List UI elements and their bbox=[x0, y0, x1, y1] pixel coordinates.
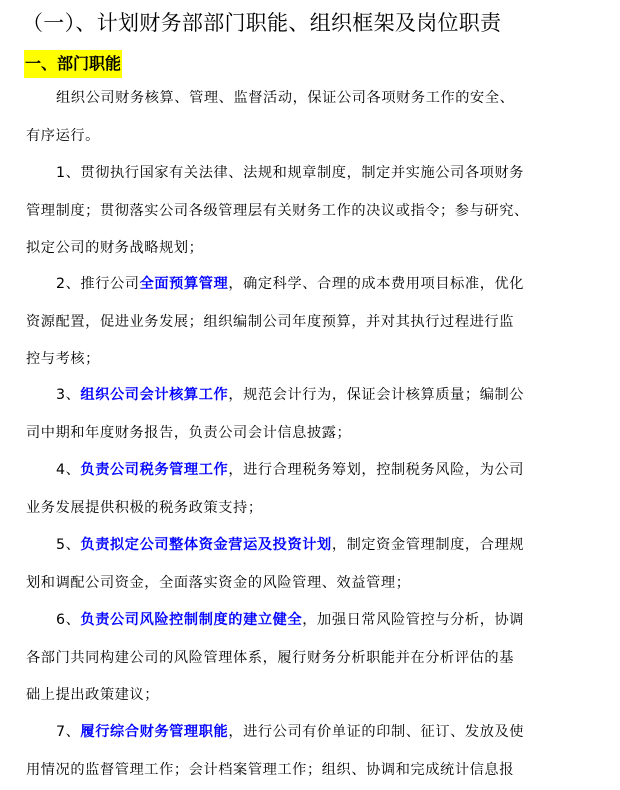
duty-item-4 bbox=[26, 452, 606, 527]
paragraph-line bbox=[26, 527, 606, 565]
text-run: 贯彻执行国家有关法律、法规和规章制度，制定并实施公司各项财务 bbox=[80, 165, 525, 181]
keyword-highlight: 负责公司税务管理工作 bbox=[80, 462, 229, 478]
duty-item-3 bbox=[26, 377, 606, 452]
text-run: 司中期和年度财务报告，负责公司会计信息披露； bbox=[26, 424, 352, 441]
item-number: 5、 bbox=[56, 537, 81, 553]
paragraph-line bbox=[26, 602, 606, 640]
text-run: ，规范会计行为，保证会计核算质量；编制公 bbox=[228, 387, 525, 403]
text-run: 各部门共同构建公司的风险管理体系，履行财务分析职能并在分析评估的基 bbox=[26, 649, 514, 666]
item-number: 7、 bbox=[56, 724, 81, 740]
paragraph-line bbox=[26, 193, 606, 231]
item-number: 6、 bbox=[56, 612, 81, 628]
text-run: ，进行公司有价单证的印制、征订、发放及使 bbox=[228, 724, 525, 740]
text-run: 资源配置，促进业务发展；组织编制公司年度预算，并对其执行过程进行监 bbox=[26, 313, 514, 330]
item-number: 3、 bbox=[56, 387, 81, 403]
keyword-highlight: 全面预算管理 bbox=[139, 276, 229, 292]
paragraph-line bbox=[26, 490, 606, 528]
paragraph-line bbox=[26, 230, 606, 268]
paragraph-line bbox=[26, 752, 606, 790]
duty-item-7 bbox=[26, 714, 606, 789]
keyword-highlight: 履行综合财务管理职能 bbox=[80, 724, 229, 740]
text-run: 控与考核； bbox=[26, 351, 100, 367]
document-title: （一）、计划财务部部门职能、组织框架及岗位职责 bbox=[22, 11, 502, 35]
item-number: 1、 bbox=[56, 165, 81, 181]
duty-item-6 bbox=[26, 602, 606, 715]
section-heading-highlighted: 一、部门职能 bbox=[24, 50, 122, 78]
paragraph-line bbox=[26, 377, 606, 415]
paragraph-line bbox=[26, 80, 606, 118]
paragraph-line bbox=[26, 118, 606, 156]
text-run: ，进行合理税务筹划，控制税务风险，为公司 bbox=[228, 462, 525, 478]
item-number: 2、 bbox=[56, 276, 81, 292]
paragraph-line bbox=[26, 640, 606, 678]
paragraph-line bbox=[26, 341, 606, 379]
text-run: 础上提出政策建议； bbox=[26, 687, 160, 703]
duty-item-5 bbox=[26, 527, 606, 602]
paragraph-line bbox=[26, 266, 606, 304]
duty-item-2 bbox=[26, 266, 606, 379]
paragraph-line bbox=[26, 304, 606, 342]
text-run: 有序运行。 bbox=[26, 127, 100, 144]
text-run: 划和调配公司资金，全面落实资金的风险管理、效益管理； bbox=[26, 574, 411, 591]
keyword-highlight: 负责公司风险控制制度的建立健全 bbox=[80, 612, 303, 628]
paragraph-line bbox=[26, 565, 606, 603]
duty-item-1 bbox=[26, 155, 606, 268]
intro-paragraph bbox=[26, 80, 606, 155]
text-run: 组织公司财务核算、管理、监督活动，保证公司各项财务工作的安全、 bbox=[56, 90, 515, 106]
text-run: 拟定公司的财务战略规划； bbox=[26, 240, 204, 256]
paragraph-line bbox=[26, 155, 606, 193]
paragraph-line bbox=[26, 677, 606, 715]
item-number: 4、 bbox=[56, 462, 81, 478]
text-run: ，制定资金管理制度，合理规 bbox=[331, 537, 525, 553]
text-run: 业务发展提供积极的税务政策支持； bbox=[26, 499, 263, 516]
text-run: 推行公司 bbox=[80, 276, 140, 292]
keyword-highlight: 组织公司会计核算工作 bbox=[80, 387, 229, 403]
text-run: ，确定科学、合理的成本费用项目标准，优化 bbox=[228, 276, 525, 292]
paragraph-line bbox=[26, 714, 606, 752]
paragraph-line bbox=[26, 452, 606, 490]
text-run: ，加强日常风险管控与分析，协调 bbox=[302, 612, 525, 628]
keyword-highlight: 负责拟定公司整体资金营运及投资计划 bbox=[80, 537, 332, 553]
paragraph-line bbox=[26, 415, 606, 453]
text-run: 用情况的监督管理工作；会计档案管理工作；组织、协调和完成统计信息报 bbox=[26, 761, 514, 778]
text-run: 管理制度；贯彻落实公司各级管理层有关财务工作的决议或指令；参与研究、 bbox=[26, 202, 529, 219]
